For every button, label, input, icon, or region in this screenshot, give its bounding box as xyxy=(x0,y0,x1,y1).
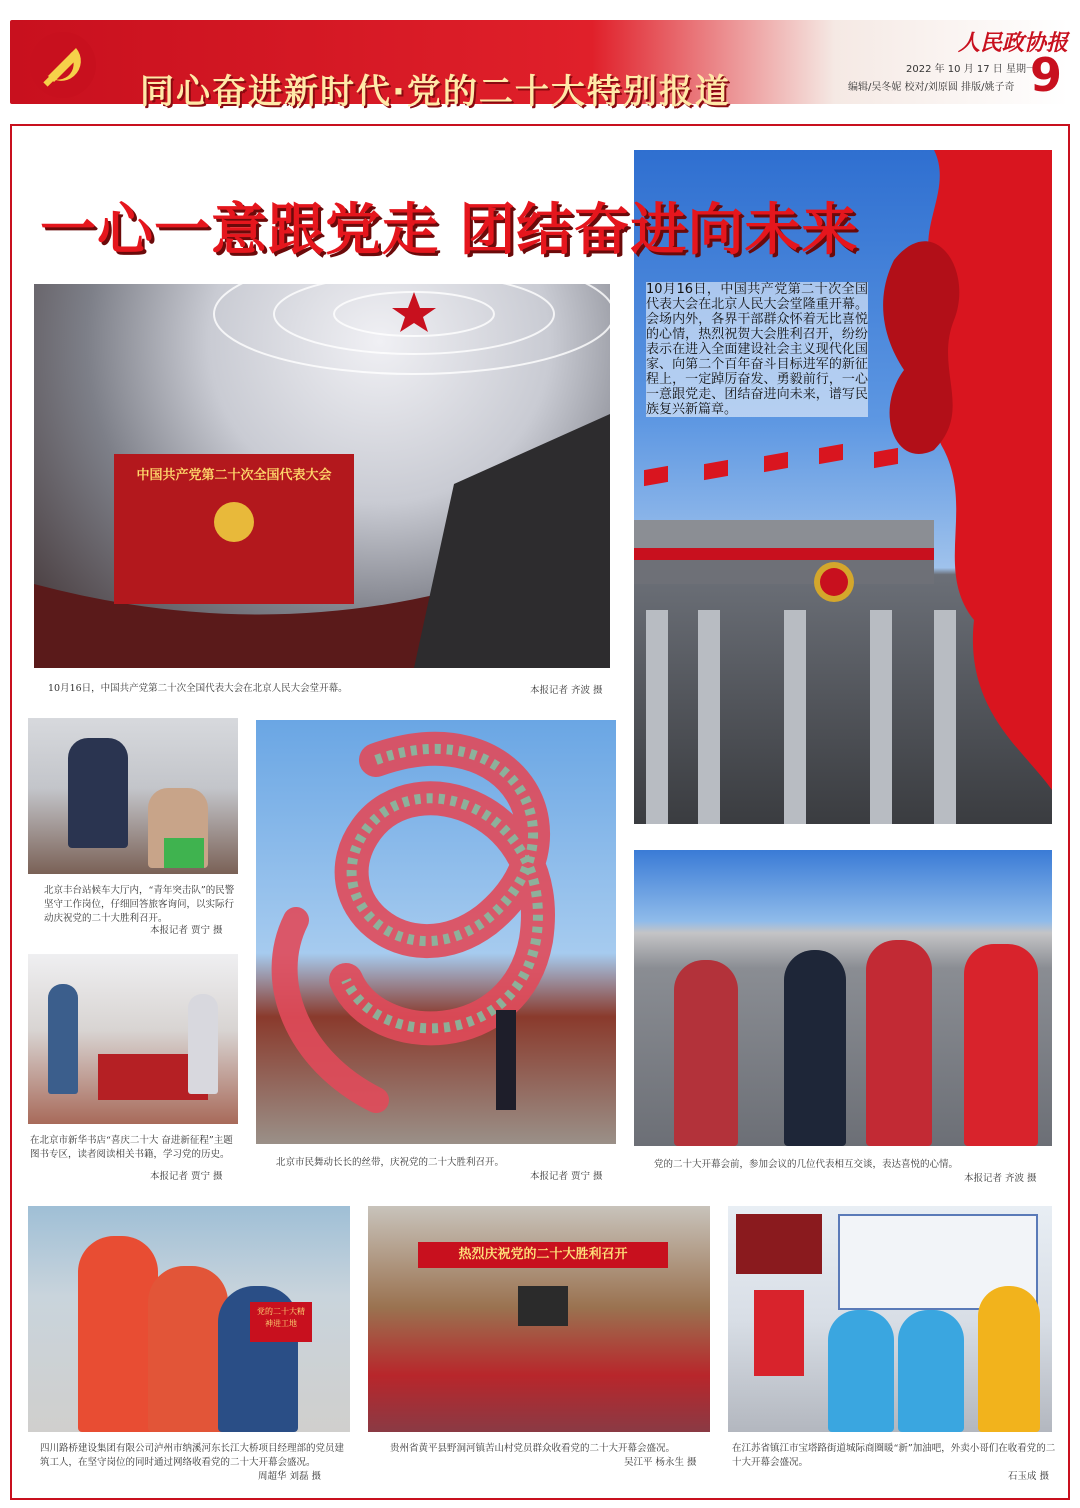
newspaper-name: 人民政协报 xyxy=(958,30,1069,56)
photo-delegates xyxy=(634,850,1052,1146)
caption-hall: 10月16日，中国共产党第二十次全国代表大会在北京人民大会堂开幕。 xyxy=(48,683,348,694)
police-figure xyxy=(68,738,128,848)
caption-bookstore: 在北京市新华书店“喜庆二十大 奋进新征程”主题图书专区，读者阅读相关书籍，学习党的历史。 xyxy=(30,1135,233,1160)
photo-construction-workers xyxy=(28,1206,350,1432)
photo-bookstore xyxy=(28,954,238,1124)
party-emblem-icon xyxy=(214,502,254,542)
credit-villagers: 吴江平 杨永生 摄 xyxy=(624,1457,697,1468)
page-number: 9 xyxy=(1030,48,1063,102)
tv-screen xyxy=(518,1286,568,1326)
section-banner-title: 同心奋进新时代·党的二十大特别报道 xyxy=(140,72,731,112)
caption-villagers: 贵州省黄平县野洞河镇苦山村党员群众收看党的二十大开幕会盛况。 xyxy=(390,1443,676,1454)
courier-figure xyxy=(828,1310,894,1432)
courier-figure xyxy=(978,1286,1040,1432)
delegate-figure xyxy=(674,960,738,1146)
photo-couriers xyxy=(728,1206,1052,1432)
lead-paragraph: 10月16日，中国共产党第二十次全国代表大会在北京人民大会堂隆重开幕。会场内外，各界干部群众怀着无比喜悦的心情，热烈祝贺大会胜利召开，纷纷表示在进入全面建设社会主义现代化国家、向第二个百年奋斗目标进军的新征程上，一定踔厉奋发、勇毅前行，一心一意跟党走、团结奋进向未来，谱写民族复兴新篇章。 xyxy=(646,282,868,417)
credit-workers: 周超华 刘磊 摄 xyxy=(258,1471,322,1482)
column xyxy=(784,610,806,824)
ribbon-shape xyxy=(256,720,616,1144)
credit-railway: 本报记者 贾宁 摄 xyxy=(150,925,223,936)
celebration-banner: 热烈庆祝党的二十大胜利召开 xyxy=(418,1242,668,1268)
credit-couriers: 石玉成 摄 xyxy=(1008,1471,1050,1482)
worksite-sign: 党的二十大精神进工地 xyxy=(250,1302,312,1342)
editors-line: 编辑/吴冬妮 校对/刘原圆 排版/姚子奇 xyxy=(848,82,1015,93)
hall-banner-text: 中国共产党第二十次全国代表大会 xyxy=(136,468,332,483)
courier-figure xyxy=(898,1310,964,1432)
main-headline: 一心一意跟党走 团结奋进向未来 xyxy=(40,198,859,263)
credit-bookstore: 本报记者 贾宁 摄 xyxy=(150,1171,223,1182)
caption-workers: 四川路桥建设集团有限公司泸州市纳溪河东长江大桥项目经理部的党员建筑工人，在坚守岗位的同时通过网络收看党的二十大开幕会盛况。 xyxy=(40,1443,345,1468)
credit-hall: 本报记者 齐波 摄 xyxy=(530,685,603,696)
delegate-figure xyxy=(964,944,1038,1146)
red-display-board xyxy=(754,1290,804,1376)
caption-delegates: 党的二十大开幕会前，参加会议的几位代表相互交谈，表达喜悦的心情。 xyxy=(654,1159,959,1170)
photo-ribbon-dance xyxy=(256,720,616,1144)
caption-ribbon: 北京市民舞动长长的丝带，庆祝党的二十大胜利召开。 xyxy=(276,1157,505,1168)
column xyxy=(870,610,892,824)
photo-great-hall-interior xyxy=(34,284,610,668)
reader-figure xyxy=(48,984,78,1094)
credit-ribbon: 本报记者 贾宁 摄 xyxy=(530,1171,603,1182)
delegate-figure xyxy=(784,950,846,1146)
party-emblem-icon xyxy=(28,30,98,100)
delegate-figure xyxy=(866,940,932,1146)
worker-figure xyxy=(148,1266,228,1432)
credit-delegates: 本报记者 齐波 摄 xyxy=(964,1173,1037,1184)
issue-date: 2022 年 10 月 17 日 星期一 xyxy=(906,64,1036,75)
green-bag xyxy=(164,838,204,868)
column xyxy=(934,610,956,824)
photo-villagers xyxy=(368,1206,710,1432)
worker-figure xyxy=(78,1236,158,1432)
reader-figure xyxy=(188,994,218,1094)
column xyxy=(698,610,720,824)
photo-railway-station xyxy=(28,718,238,874)
caption-railway: 北京丰台站候车大厅内，“青年突击队”的民警坚守工作岗位，仔细回答旅客询问，以实际行动庆祝党的二十大胜利召开。 xyxy=(44,885,235,924)
column xyxy=(646,610,668,824)
tv-screen xyxy=(736,1214,822,1274)
caption-couriers: 在江苏省镇江市宝塔路街道城际商圈暖“新”加油吧，外卖小哥们在收看党的二十大开幕会盛况。 xyxy=(732,1443,1056,1468)
